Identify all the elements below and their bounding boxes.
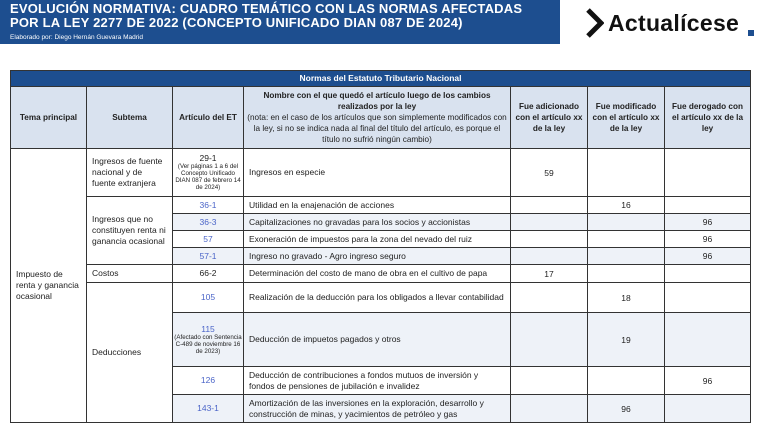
nombre-cell: Capitalizaciones no gravadas para los socios y accionistas	[244, 214, 511, 231]
modificado-cell: 96	[588, 395, 665, 423]
nombre-cell: Ingresos en especie	[244, 149, 511, 197]
subtema-cell: Costos	[87, 265, 173, 283]
table-row	[11, 197, 751, 214]
col-articulo: Artículo del ET	[173, 87, 244, 149]
derogado-cell	[665, 313, 751, 367]
modificado-cell	[588, 367, 665, 395]
col-tema-principal: Tema principal	[11, 87, 87, 149]
logo-mark-icon	[586, 8, 604, 38]
subtema-cell: Ingresos que no constituyen renta ni ganancia ocasional	[87, 197, 173, 265]
derogado-cell: 96	[665, 231, 751, 248]
nombre-cell: Ingreso no gravado - Agro ingreso seguro	[244, 248, 511, 265]
modificado-cell	[588, 231, 665, 248]
derogado-cell	[665, 149, 751, 197]
title-line-2: POR LA LEY 2277 DE 2022 (CONCEPTO UNIFICADO DIAN 087 DE 2024)	[10, 15, 463, 30]
page-header	[0, 0, 768, 52]
articulo-number: 29-1	[199, 153, 217, 163]
articulo-link[interactable]: 36-3	[199, 216, 217, 227]
articulo-cell[interactable]	[173, 197, 244, 214]
articulo-cell[interactable]	[173, 395, 244, 423]
articulo-link[interactable]: 57	[203, 233, 213, 244]
articulo-number: 66-2	[199, 268, 217, 278]
adicionado-cell	[511, 197, 588, 214]
articulo-cell[interactable]	[173, 367, 244, 395]
adicionado-cell	[511, 231, 588, 248]
col-subtema: Subtema	[87, 87, 173, 149]
articulo-link[interactable]: 36-1	[199, 199, 217, 210]
nombre-cell: Realización de la deducción para los obligados a llevar contabilidad	[244, 283, 511, 313]
col-nombre-note: (nota: en el caso de los artículos que son simplemente modificados con la ley, si no se indica nada al final del título del artículo, es porque el título no sufrió ningún cambio)	[247, 113, 507, 144]
articulo-cell[interactable]	[173, 248, 244, 265]
col-nombre	[244, 87, 511, 149]
modificado-cell: 18	[588, 283, 665, 313]
table-row	[11, 265, 751, 283]
adicionado-cell	[511, 313, 588, 367]
logo-wordmark: Actualícese	[608, 10, 740, 36]
col-modificado: Fue modificado con el artículo xx de la ley	[588, 87, 665, 149]
modificado-cell	[588, 248, 665, 265]
derogado-cell: 96	[665, 214, 751, 231]
modificado-cell	[588, 149, 665, 197]
col-derogado: Fue derogado con el artículo xx de la ley	[665, 87, 751, 149]
derogado-cell: 96	[665, 367, 751, 395]
subtema-cell: Deducciones	[87, 283, 173, 423]
norms-table	[10, 70, 751, 423]
derogado-cell	[665, 197, 751, 214]
nombre-cell: Deducción de contribuciones a fondos mutuos de inversión y fondos de pensiones de jubilación e invalidez	[244, 367, 511, 395]
derogado-cell	[665, 265, 751, 283]
adicionado-cell	[511, 395, 588, 423]
modificado-cell	[588, 214, 665, 231]
adicionado-cell: 59	[511, 149, 588, 197]
derogado-cell	[665, 283, 751, 313]
table-row	[11, 283, 751, 313]
articulo-cell	[173, 265, 244, 283]
col-nombre-title: Nombre con el que quedó el artículo luego de los cambios realizados por la ley	[263, 91, 491, 111]
articulo-link[interactable]: 115	[201, 323, 215, 334]
articulo-note: (Ver páginas 1 a 6 del Concepto Unificado DIAN 087 de febrero 14 de 2024)	[175, 163, 241, 191]
articulo-link[interactable]: 57-1	[199, 250, 217, 261]
adicionado-cell	[511, 283, 588, 313]
nombre-cell: Utilidad en la enajenación de acciones	[244, 197, 511, 214]
articulo-cell[interactable]	[173, 313, 244, 367]
adicionado-cell	[511, 248, 588, 265]
author-credit: Elaborado por: Diego Hernán Guevara Madrid	[10, 34, 143, 41]
adicionado-cell: 17	[511, 265, 588, 283]
nombre-cell: Exoneración de impuestos para la zona del nevado del ruiz	[244, 231, 511, 248]
derogado-cell	[665, 395, 751, 423]
title-line-1: EVOLUCIÓN NORMATIVA: CUADRO TEMÁTICO CON LAS NORMAS AFECTADAS	[10, 1, 523, 16]
articulo-note: (Afectado con Sentencia C-489 de noviembre 16 de 2023)	[174, 333, 242, 355]
tema-principal-cell: Impuesto de renta y ganancia ocasional	[11, 149, 87, 423]
table-row	[11, 149, 751, 197]
articulo-cell	[173, 149, 244, 197]
nombre-cell: Amortización de las inversiones en la exploración, desarrollo y construcción de minas, y yacimientos de petróleo y gas	[244, 395, 511, 423]
nombre-cell: Determinación del costo de mano de obra en el cultivo de papa	[244, 265, 511, 283]
subtema-cell: Ingresos de fuente nacional y de fuente extranjera	[87, 149, 173, 197]
articulo-link[interactable]: 143-1	[197, 403, 219, 413]
articulo-cell[interactable]	[173, 214, 244, 231]
title-banner	[0, 0, 560, 44]
derogado-cell: 96	[665, 248, 751, 265]
articulo-cell[interactable]	[173, 283, 244, 313]
modificado-cell	[588, 265, 665, 283]
articulo-link[interactable]: 126	[200, 375, 216, 385]
actualicese-logo	[586, 4, 761, 42]
modificado-cell: 19	[588, 313, 665, 367]
table-caption: Normas del Estatuto Tributario Nacional	[11, 71, 751, 87]
col-adicionado: Fue adicionado con el artículo xx de la ley	[511, 87, 588, 149]
adicionado-cell	[511, 367, 588, 395]
modificado-cell: 16	[588, 197, 665, 214]
nombre-cell: Deducción de impuetos pagados y otros	[244, 313, 511, 367]
norms-table-wrapper	[10, 70, 750, 423]
articulo-link[interactable]: 105	[200, 292, 216, 302]
articulo-cell[interactable]	[173, 231, 244, 248]
adicionado-cell	[511, 214, 588, 231]
logo-dot	[748, 30, 754, 36]
